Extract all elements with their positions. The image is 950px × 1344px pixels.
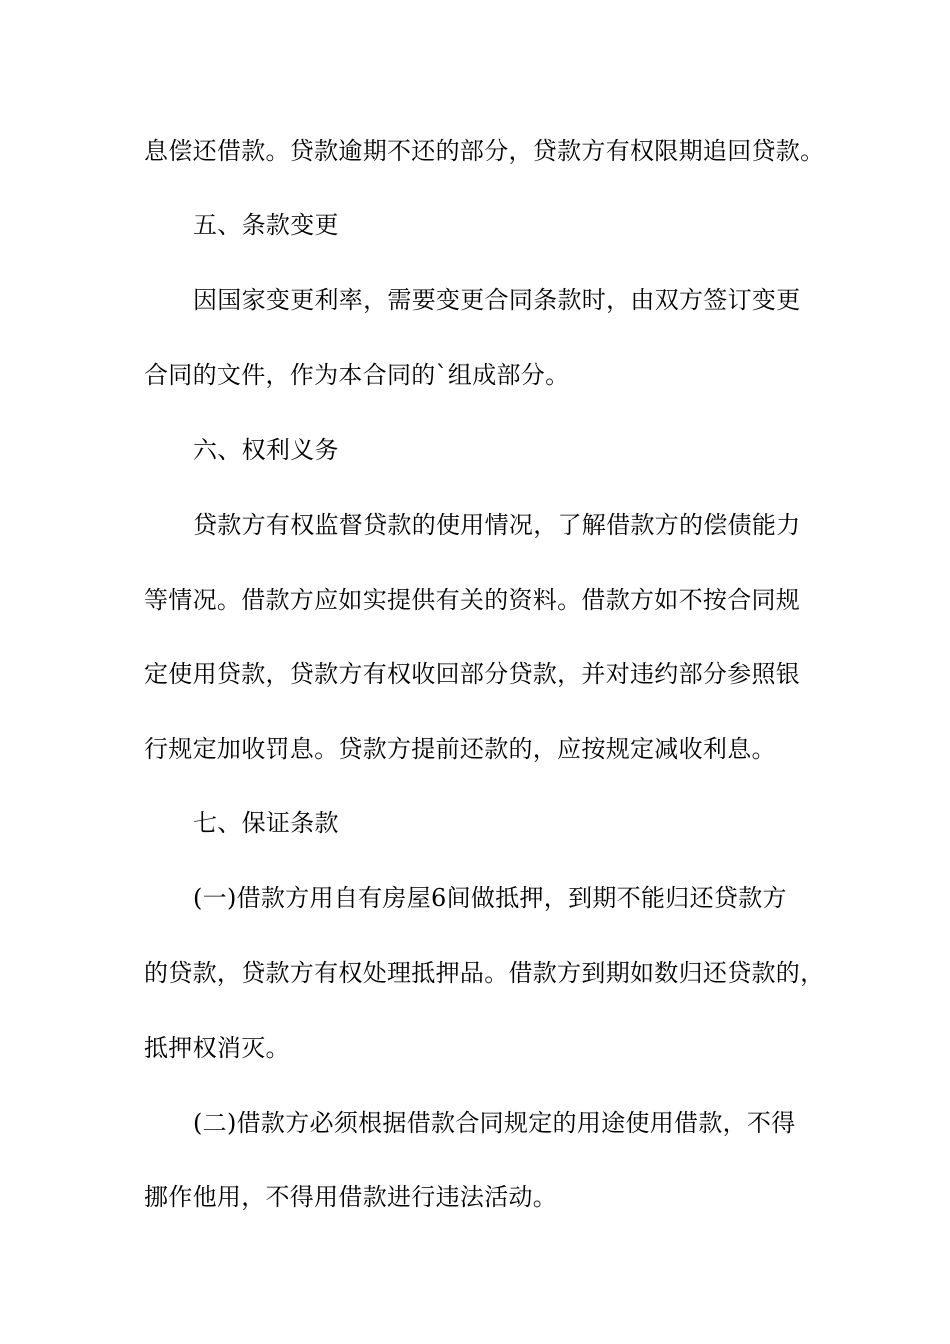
paragraph-line: 的贷款，贷款方有权处理抵押品。借款方到期如数归还贷款的， [144, 959, 825, 987]
section-heading-guarantee-terms: 七、保证条款 [193, 809, 339, 837]
paragraph-line: 抵押权消灭。 [144, 1034, 290, 1062]
paragraph-line: 合同的文件，作为本合同的`组成部分。 [144, 361, 570, 389]
paragraph-line: 行规定加收罚息。贷款方提前还款的，应按规定减收利息。 [144, 735, 776, 763]
section-heading-terms-change: 五、条款变更 [193, 211, 339, 239]
paragraph-line-start: (一)借款方用自有房屋6间做抵押，到期不能归还贷款方 [193, 884, 787, 912]
paragraph-line-continuation: 息偿还借款。贷款逾期不还的部分，贷款方有权限期追回贷款。 [144, 137, 825, 165]
paragraph-line: 定使用贷款，贷款方有权收回部分贷款，并对违约部分参照银 [144, 660, 801, 688]
paragraph-line-start: 因国家变更利率，需要变更合同条款时，由双方签订变更 [193, 286, 801, 314]
paragraph-line: 挪作他用，不得用借款进行违法活动。 [144, 1183, 558, 1211]
paragraph-line-start: 贷款方有权监督贷款的使用情况，了解借款方的偿债能力 [193, 511, 801, 539]
paragraph-line-start: (二)借款方必须根据借款合同规定的用途使用借款，不得 [193, 1109, 796, 1137]
paragraph-line: 等情况。借款方应如实提供有关的资料。借款方如不按合同规 [144, 586, 801, 614]
section-heading-rights-obligations: 六、权利义务 [193, 436, 339, 464]
